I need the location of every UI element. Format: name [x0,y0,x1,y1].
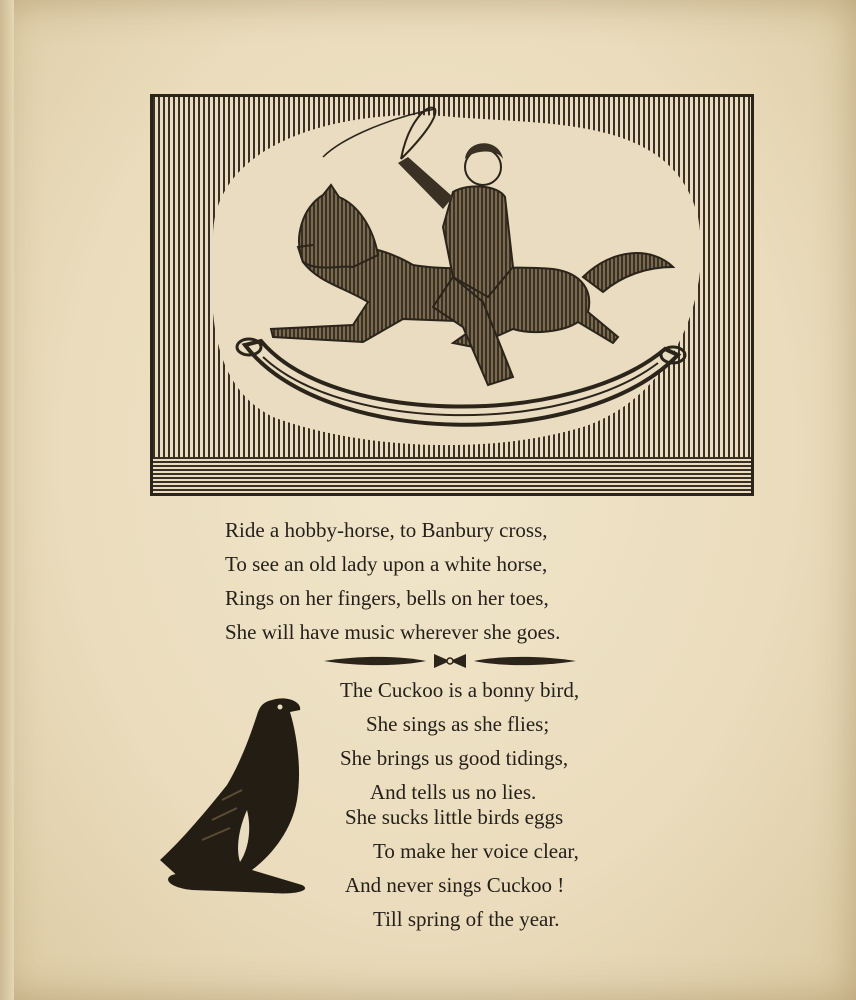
cuckoo-rhyme-stanza-two [345,800,579,936]
rhyme-line: She will have music wherever she goes. [225,620,561,644]
cuckoo-rhyme-stanza-one [340,673,579,809]
hobby-horse-rhyme [225,513,560,649]
rhyme-line: To see an old lady upon a white horse, [225,552,548,576]
rhyme-line: And never sings Cuckoo ! [345,873,565,897]
rhyme-line: The Cuckoo is a bonny bird, [340,678,580,702]
cuckoo-bird-icon [152,690,322,898]
rhyme-line: Rings on her fingers, bells on her toes, [225,586,549,610]
rhyme-line: To make her voice clear, [373,839,579,863]
rhyme-line: Ride a hobby-horse, to Banbury cross, [225,518,548,542]
rhyme-line: She sucks little birds eggs [345,805,564,829]
rocking-horse-woodcut [150,94,754,496]
rhyme-line: And tells us no lies. [370,780,537,804]
page-edge [0,0,14,1000]
rhyme-line: She brings us good tidings, [340,746,569,770]
rhyme-line: She sings as she flies; [366,712,550,736]
ornament-divider [322,650,578,672]
rocking-horse-illustration [153,97,751,493]
rhyme-line: Till spring of the year. [373,907,560,931]
